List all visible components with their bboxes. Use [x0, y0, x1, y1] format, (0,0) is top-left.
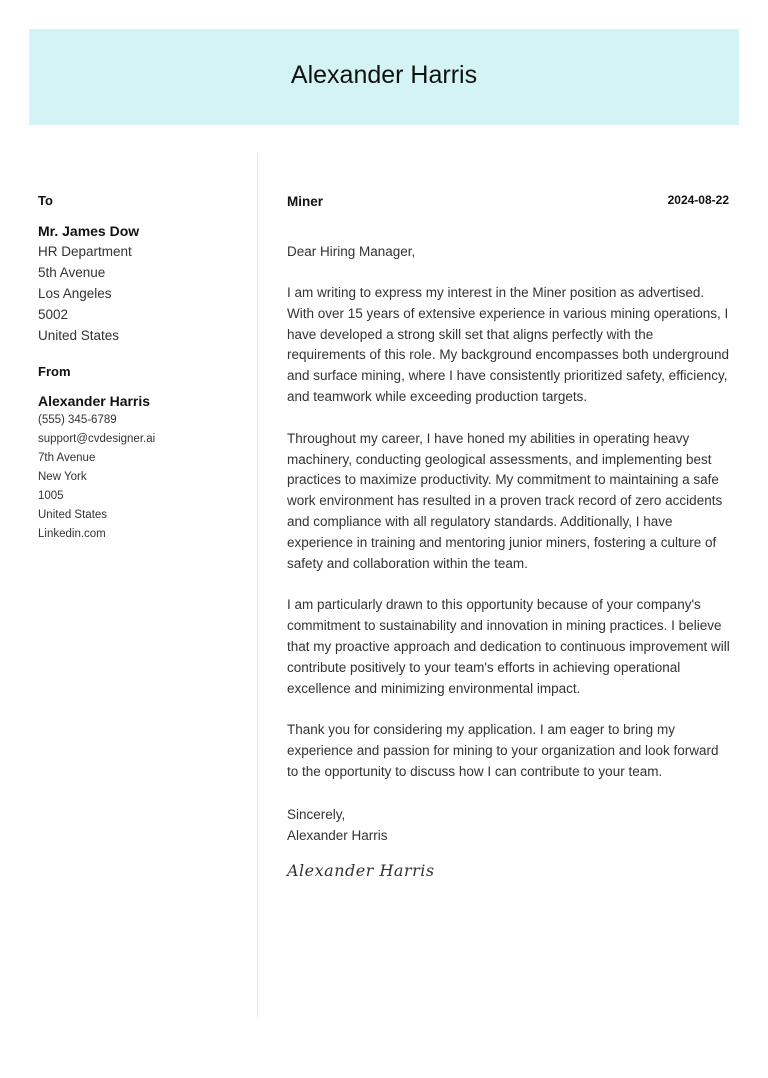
letter-date: 2024-08-22	[667, 193, 729, 207]
sidebar	[38, 193, 243, 544]
paragraph: I am particularly drawn to this opportunity because of your company's commitment to sustainability and innovation in mining practices. I believe that my proactive approach and dedication to continuous improvement will contribute positively to your team's efforts in achieving operational excellence and minimizing environmental impact.	[287, 597, 730, 696]
paragraph: Thank you for considering my application. I am eager to bring my experience and passion for mining to your organization and look forward to the opportunity to discuss how I can contribute to your team.	[287, 722, 719, 779]
recipient-street: 5th Avenue	[38, 265, 106, 280]
sender-email: support@cvdesigner.ai	[38, 433, 156, 445]
recipient-name: Mr. James Dow	[38, 223, 140, 239]
job-title: Miner	[287, 194, 324, 209]
sender-phone: (555) 345-6789	[38, 414, 117, 426]
recipient-address	[38, 241, 243, 346]
sender-street: 7th Avenue	[38, 452, 96, 464]
sender-name: Alexander Harris	[38, 393, 151, 409]
salutation: Dear Hiring Manager,	[287, 244, 416, 259]
sender-city: New York	[38, 471, 87, 483]
closing-name: Alexander Harris	[287, 827, 388, 843]
page-title: Alexander Harris	[290, 61, 478, 89]
closing-phrase: Sincerely,	[287, 806, 346, 822]
column-divider	[257, 153, 258, 1017]
recipient-city: Los Angeles	[38, 286, 112, 301]
recipient-department: HR Department	[38, 244, 132, 259]
recipient-zip: 5002	[38, 307, 69, 322]
header-banner	[29, 29, 739, 125]
closing	[287, 804, 731, 846]
sender-label: From	[38, 364, 71, 379]
sender-contact	[38, 411, 243, 544]
paragraph: I am writing to express my interest in the Miner position as advertised. With over 15 years of extensive experience in various mining operations, I have developed a strong skill set that aligns perfectly with the requirements of this role. My background encompasses both underground and surface mining, where I have consistently prioritized safety, efficiency, and teamwork while exceeding production targets.	[287, 285, 729, 404]
recipient-label: To	[38, 193, 53, 208]
sender-linkedin: Linkedin.com	[38, 528, 106, 540]
letter-body	[287, 193, 731, 882]
paragraph: Throughout my career, I have honed my abilities in operating heavy machinery, conducting geological assessments, and implementing best practices to maximize productivity. My commitment to maintaining a safe work environment has resulted in a proven track record of zero accidents and compliance with all regulatory standards. Additionally, I have experience in training and mentoring junior miners, fostering a culture of safety and collaboration within the team.	[287, 430, 723, 571]
signature: Alexander Harris	[287, 860, 435, 880]
letter-header	[287, 193, 731, 213]
sender-country: United States	[38, 509, 108, 521]
sender-zip: 1005	[38, 490, 64, 502]
recipient-country: United States	[38, 328, 120, 343]
